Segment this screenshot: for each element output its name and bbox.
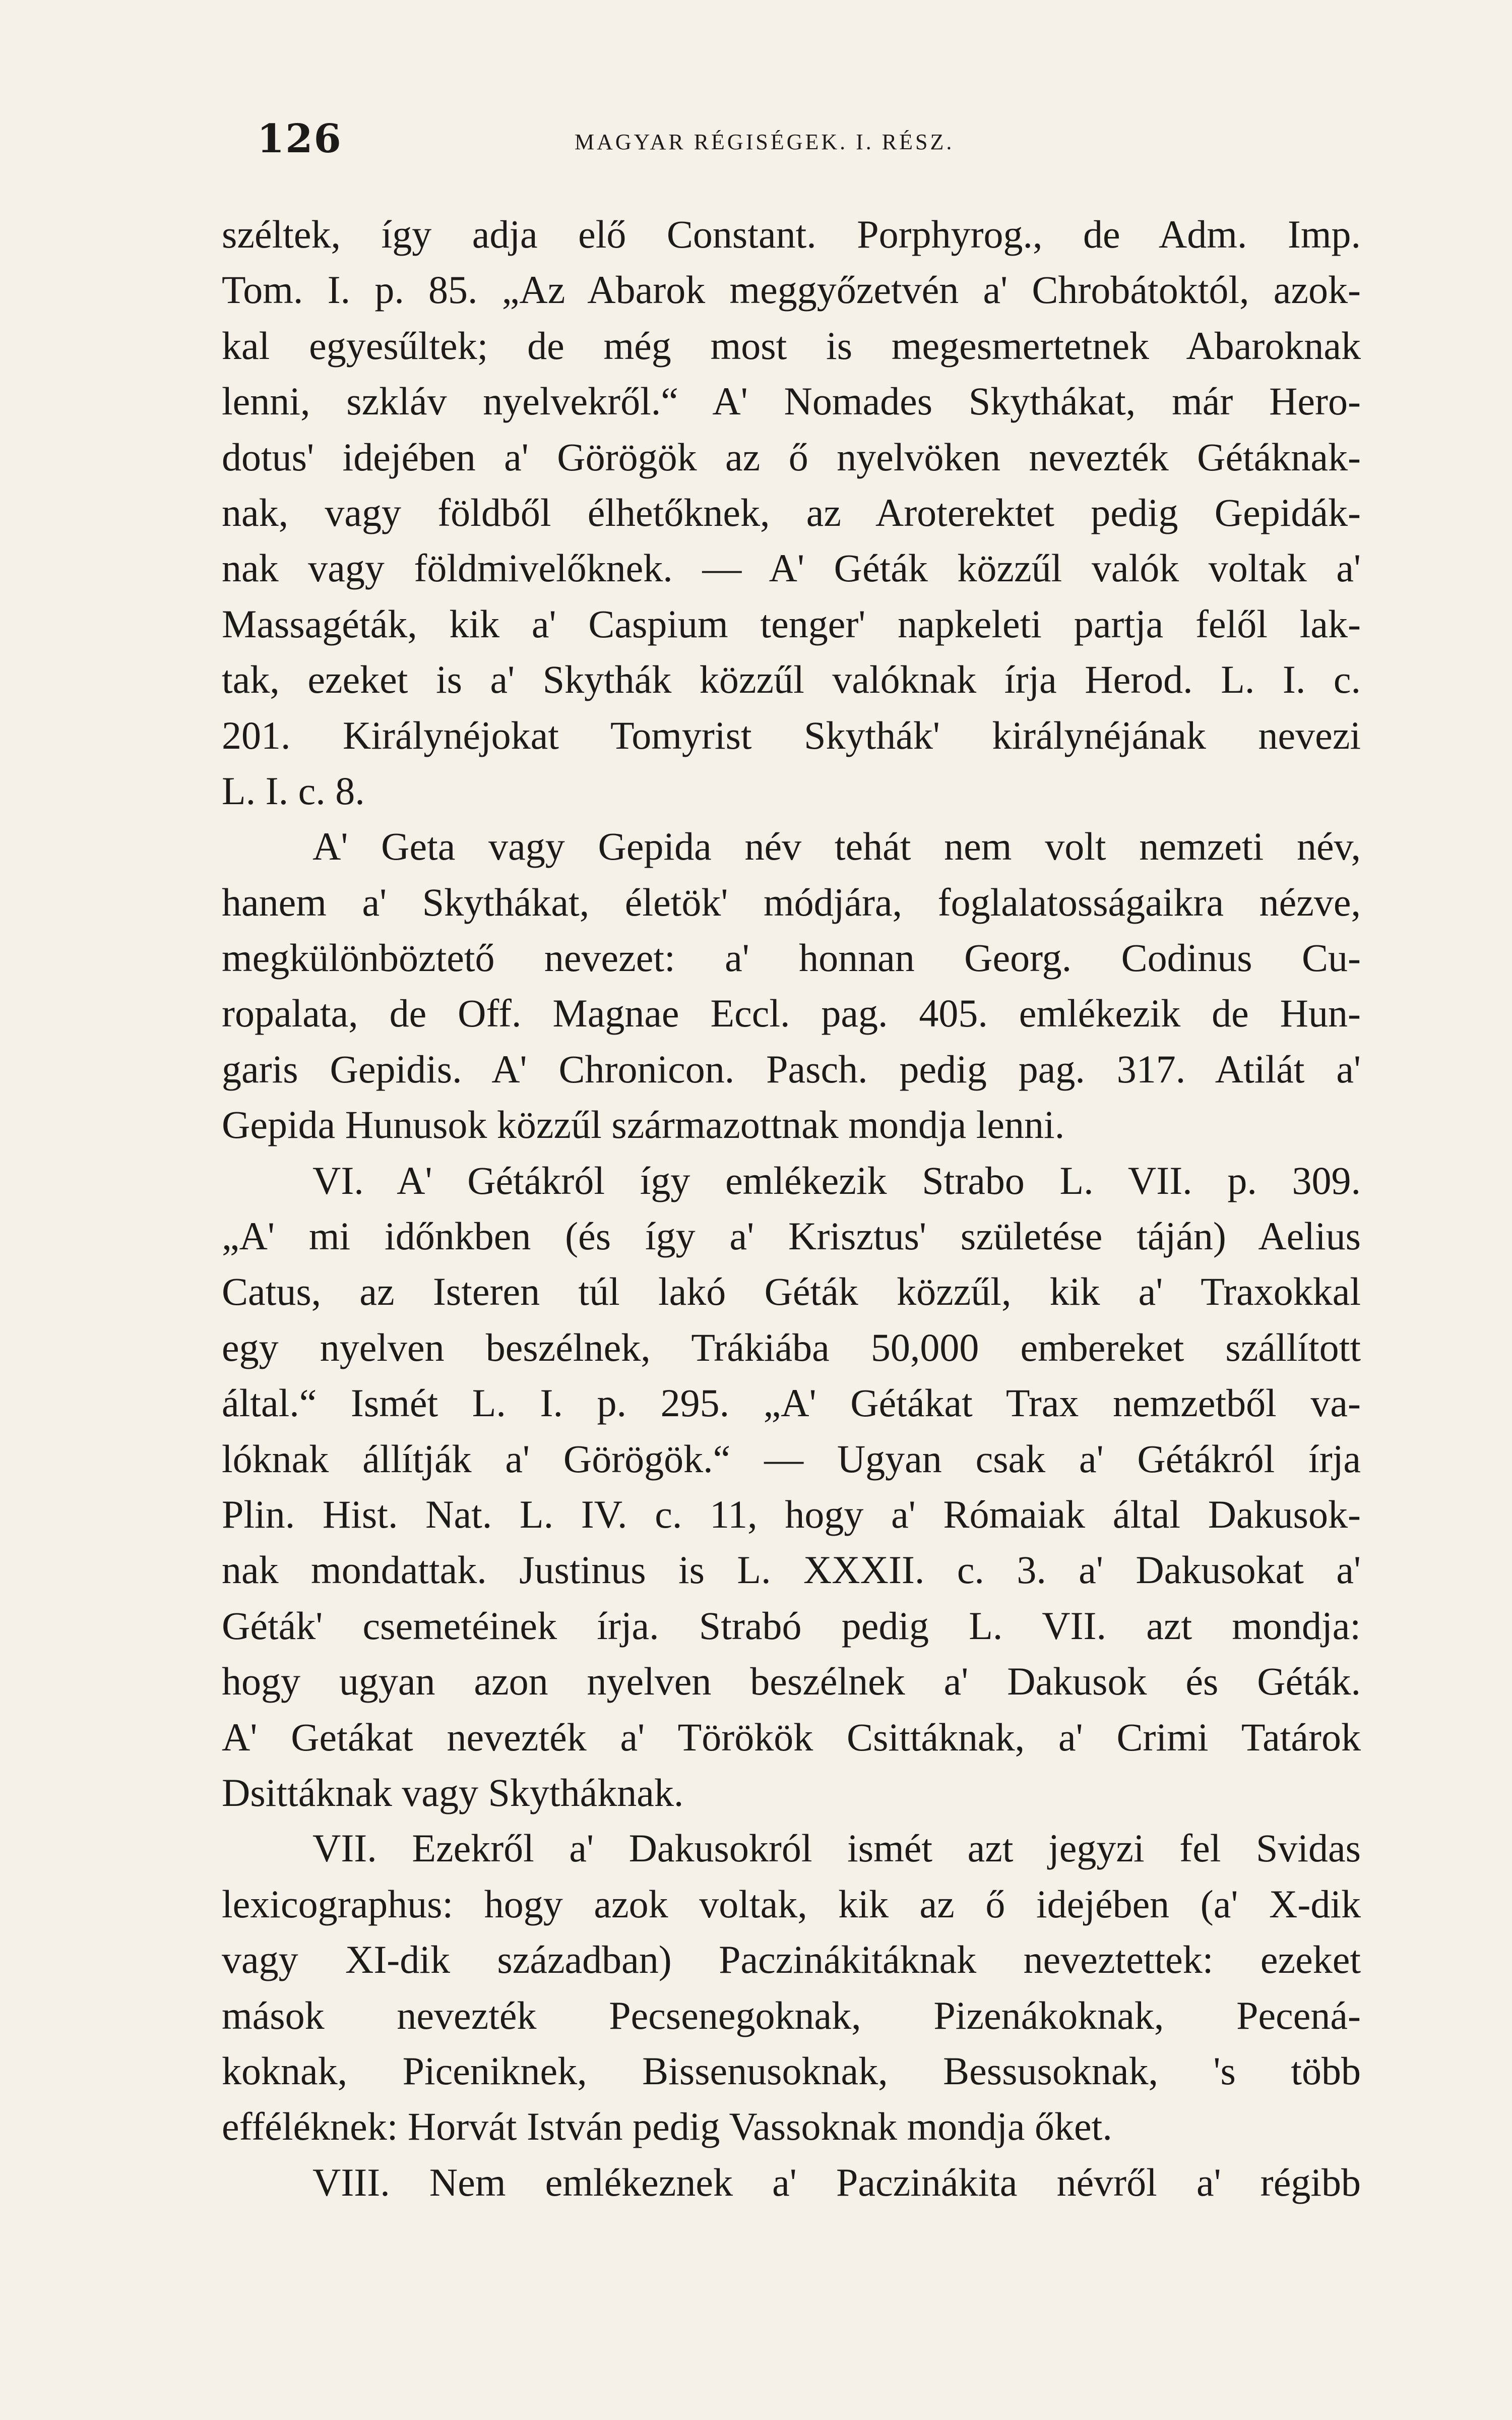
paragraph-start-line: A' Geta vagy Gepida név tehát nem volt nemzeti név, — [312, 824, 1361, 869]
body-text — [222, 207, 1361, 2210]
text-line: Massagéták, kik a' Caspium tenger' napkeleti partja felől lak- — [222, 601, 1361, 646]
text-line: 201. Királynéjokat Tomyrist Skythák' királynéjának nevezi — [222, 713, 1361, 757]
text-line: Gepida Hunusok közzűl származottnak mondja lenni. — [222, 1103, 1065, 1147]
text-line: vagy XI-dik században) Paczinákitáknak neveztettek: ezeket — [222, 1938, 1361, 1982]
page-number: 126 — [257, 116, 342, 162]
text-line: mások nevezték Pecsenegoknak, Pizenákoknak, Pecená- — [222, 1993, 1361, 2037]
text-line: lexicographus: hogy azok voltak, kik az ő idejében (a' X-dik — [222, 1882, 1361, 1926]
text-line: L. I. c. 8. — [222, 768, 365, 813]
text-line: hogy ugyan azon nyelven beszélnek a' Dakusok és Géták. — [222, 1659, 1361, 1704]
text-line: Tom. I. p. 85. „Az Abarok meggyőzetvén a' Chrobátoktól, azok- — [222, 268, 1361, 312]
text-line: Dsittáknak vagy Skytháknak. — [222, 1770, 684, 1814]
running-head: MAGYAR RÉGISÉGEK. I. RÉSZ. — [575, 130, 955, 154]
text-line: lóknak állítják a' Görögök.“ — Ugyan csak a' Gétákról írja — [222, 1436, 1361, 1481]
text-line: Plin. Hist. Nat. L. IV. c. 11, hogy a' Rómaiak által Dakusok- — [222, 1492, 1361, 1536]
text-line: tak, ezeket is a' Skythák közzűl valóknak írja Herod. L. I. c. — [222, 657, 1361, 702]
text-line: nak mondattak. Justinus is L. XXXII. c. 3. a' Dakusokat a' — [222, 1548, 1361, 1592]
text-line: efféléknek: Horvát István pedig Vassoknak mondja őket. — [222, 2104, 1112, 2149]
text-line: A' Getákat nevezték a' Törökök Csittáknak, a' Crimi Tatárok — [222, 1715, 1361, 1759]
text-line: „A' mi időnkben (és így a' Krisztus' születése táján) Aelius — [222, 1214, 1361, 1258]
paragraph-start-line: VIII. Nem emlékeznek a' Paczinákita névről a' régibb — [312, 2160, 1361, 2204]
text-line: Géták' csemetéinek írja. Strabó pedig L. VII. azt mondja: — [222, 1603, 1361, 1648]
text-line: nak, vagy földből élhetőknek, az Aroterektet pedig Gepidák- — [222, 490, 1361, 534]
text-line: garis Gepidis. A' Chronicon. Pasch. pedig pag. 317. Atilát a' — [222, 1047, 1361, 1091]
text-line: dotus' idejében a' Görögök az ő nyelvöken nevezték Gétáknak- — [222, 435, 1361, 479]
text-line: Catus, az Isteren túl lakó Géták közzűl, kik a' Traxokkal — [222, 1269, 1361, 1314]
page-header — [217, 116, 1376, 187]
text-line: ropalata, de Off. Magnae Eccl. pag. 405. emlékezik de Hun- — [222, 991, 1361, 1036]
text-line: megkülönböztető nevezet: a' honnan Georg. Codinus Cu- — [222, 936, 1361, 980]
text-line: széltek, így adja elő Constant. Porphyrog., de Adm. Imp. — [222, 212, 1361, 256]
text-line: hanem a' Skythákat, életök' módjára, foglalatosságaikra nézve, — [222, 880, 1361, 924]
paragraph-start-line: VII. Ezekről a' Dakusokról ismét azt jegyzi fel Svidas — [312, 1826, 1361, 1870]
text-line: kal egyesűltek; de még most is megesmertetnek Abaroknak — [222, 323, 1361, 368]
paragraph-start-line: VI. A' Gétákról így emlékezik Strabo L. VII. p. 309. — [312, 1158, 1361, 1202]
text-line: által.“ Ismét L. I. p. 295. „A' Gétákat Trax nemzetből va- — [222, 1381, 1361, 1425]
text-line: koknak, Piceniknek, Bissenusoknak, Bessusoknak, 's több — [222, 2048, 1361, 2093]
text-line: nak vagy földmivelőknek. — A' Géták közzűl valók voltak a' — [222, 546, 1361, 590]
text-line: egy nyelven beszélnek, Trákiába 50,000 embereket szállított — [222, 1325, 1361, 1369]
text-line: lenni, szkláv nyelvekről.“ A' Nomades Skythákat, már Hero- — [222, 379, 1361, 424]
